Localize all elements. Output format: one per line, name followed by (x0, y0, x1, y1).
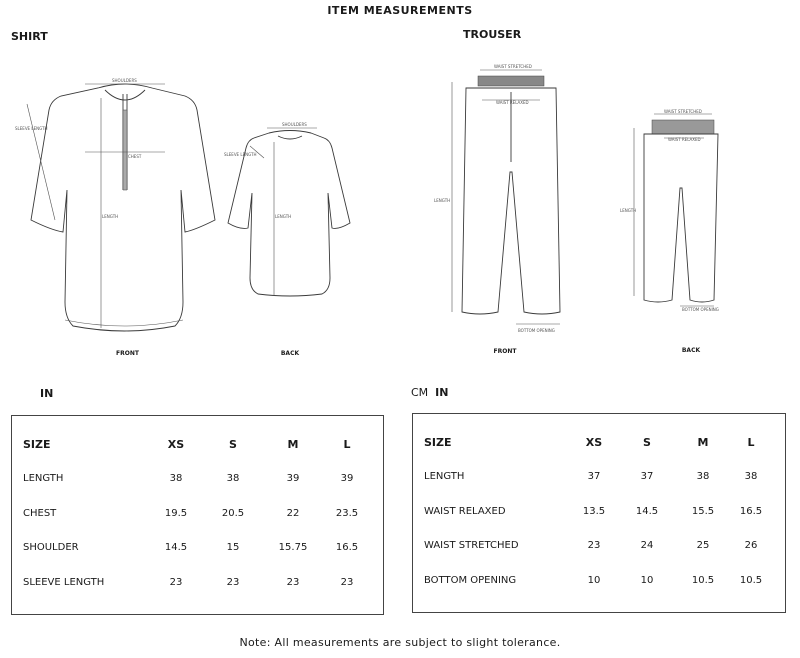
cell-value: 37 (640, 471, 654, 483)
cell-value: 19.5 (164, 507, 188, 519)
shirt-front-chest-label: CHEST (128, 154, 142, 159)
shirt-size-table (23, 427, 373, 600)
shirt-back-shoulders-label: SHOULDERS (282, 122, 307, 127)
table-row (424, 529, 774, 564)
cell-value: 37 (587, 471, 601, 483)
table-row (424, 494, 774, 529)
cell-value: 23 (169, 576, 183, 588)
shirt-front-caption: FRONT (116, 350, 139, 357)
trouser-back-length-label: LENGTH (620, 208, 637, 213)
cell-value: 38 (696, 471, 710, 483)
cell-value: 10 (587, 574, 601, 586)
row-label: LENGTH (424, 471, 465, 483)
shirt-header-size: SIZE (23, 437, 51, 451)
row-label: CHEST (23, 507, 57, 519)
cell-value: 25 (696, 540, 710, 552)
cell-value: 15 (226, 542, 240, 554)
cell-value: 10 (640, 574, 654, 586)
trouser-header-s: S (643, 435, 651, 449)
trouser-header-m: M (697, 435, 709, 449)
cell-value: 14.5 (635, 505, 659, 517)
cell-value: 39 (340, 473, 354, 485)
shirt-back-sleeve-label: SLEEVE LENGTH (224, 152, 257, 157)
trouser-unit-in: IN (435, 386, 449, 399)
shirt-header-xs: XS (167, 437, 185, 451)
trouser-header-size: SIZE (424, 435, 452, 449)
shirt-front-length-label: LENGTH (102, 214, 119, 219)
trouser-front-bottom-opening-label: BOTTOM OPENING (518, 328, 555, 333)
row-label: WAIST RELAXED (424, 505, 506, 517)
cell-value: 38 (744, 471, 758, 483)
shirt-heading: SHIRT (11, 30, 48, 43)
shirt-header-l: L (343, 437, 351, 451)
cell-value: 26 (744, 540, 758, 552)
page-title: ITEM MEASUREMENTS (327, 4, 473, 17)
trouser-front-waist-relaxed-label: WAIST RELAXED (496, 100, 529, 105)
row-label: LENGTH (23, 473, 64, 485)
cell-value: 23 (286, 576, 300, 588)
trouser-front-waist-stretched-label: WAIST STRETCHED (494, 64, 532, 69)
row-label: SHOULDER (23, 542, 79, 554)
trouser-heading: TROUSER (463, 28, 522, 41)
cell-value: 10.5 (691, 574, 715, 586)
shirt-front-illustration (15, 70, 225, 345)
trouser-table-header-row (424, 425, 774, 460)
table-row (23, 565, 373, 600)
cell-value: 16.5 (335, 542, 359, 554)
cell-value: 23.5 (335, 507, 359, 519)
cell-value: 38 (169, 473, 183, 485)
shirt-front-shoulders-label: SHOULDERS (112, 78, 137, 83)
trouser-front-illustration (432, 62, 572, 337)
shirt-back-illustration (222, 118, 372, 303)
table-row (23, 462, 373, 497)
cell-value: 16.5 (739, 505, 763, 517)
cell-value: 23 (340, 576, 354, 588)
trouser-header-xs: XS (585, 435, 603, 449)
row-label: SLEEVE LENGTH (23, 576, 105, 588)
shirt-back-length-label: LENGTH (275, 214, 292, 219)
cell-value: 22 (286, 507, 300, 519)
table-row (23, 496, 373, 531)
shirt-back-caption: BACK (280, 350, 300, 357)
row-label: WAIST STRETCHED (424, 540, 519, 552)
trouser-header-l: L (747, 435, 755, 449)
trouser-unit-label (411, 386, 448, 399)
row-label: BOTTOM OPENING (424, 574, 517, 586)
trouser-unit-cm: CM (411, 386, 429, 399)
trouser-front-length-label: LENGTH (434, 198, 451, 203)
cell-value: 24 (640, 540, 654, 552)
table-row (424, 460, 774, 495)
cell-value: 20.5 (221, 507, 245, 519)
trouser-back-waist-relaxed-label: WAIST RELAXED (668, 137, 701, 142)
table-row (424, 563, 774, 598)
cell-value: 13.5 (582, 505, 606, 517)
cell-value: 15.75 (278, 542, 308, 554)
cell-value: 38 (226, 473, 240, 485)
table-row (23, 531, 373, 566)
cell-value: 15.5 (691, 505, 715, 517)
cell-value: 14.5 (164, 542, 188, 554)
tolerance-note: Note: All measurements are subject to slight tolerance. (239, 636, 561, 649)
cell-value: 23 (226, 576, 240, 588)
trouser-back-illustration (618, 108, 728, 313)
trouser-back-caption: BACK (681, 347, 701, 354)
cell-value: 10.5 (739, 574, 763, 586)
cell-value: 23 (587, 540, 601, 552)
trouser-front-caption: FRONT (493, 348, 517, 355)
shirt-front-sleeve-label: SLEEVE LENGTH (15, 126, 48, 131)
trouser-back-waist-stretched-label: WAIST STRETCHED (664, 109, 702, 114)
cell-value: 39 (286, 473, 300, 485)
shirt-unit-label: IN (40, 387, 54, 400)
shirt-table-header-row (23, 427, 373, 462)
shirt-header-m: M (287, 437, 299, 451)
trouser-back-bottom-opening-label: BOTTOM OPENING (682, 307, 719, 312)
trouser-size-table (424, 425, 774, 598)
shirt-header-s: S (229, 437, 237, 451)
